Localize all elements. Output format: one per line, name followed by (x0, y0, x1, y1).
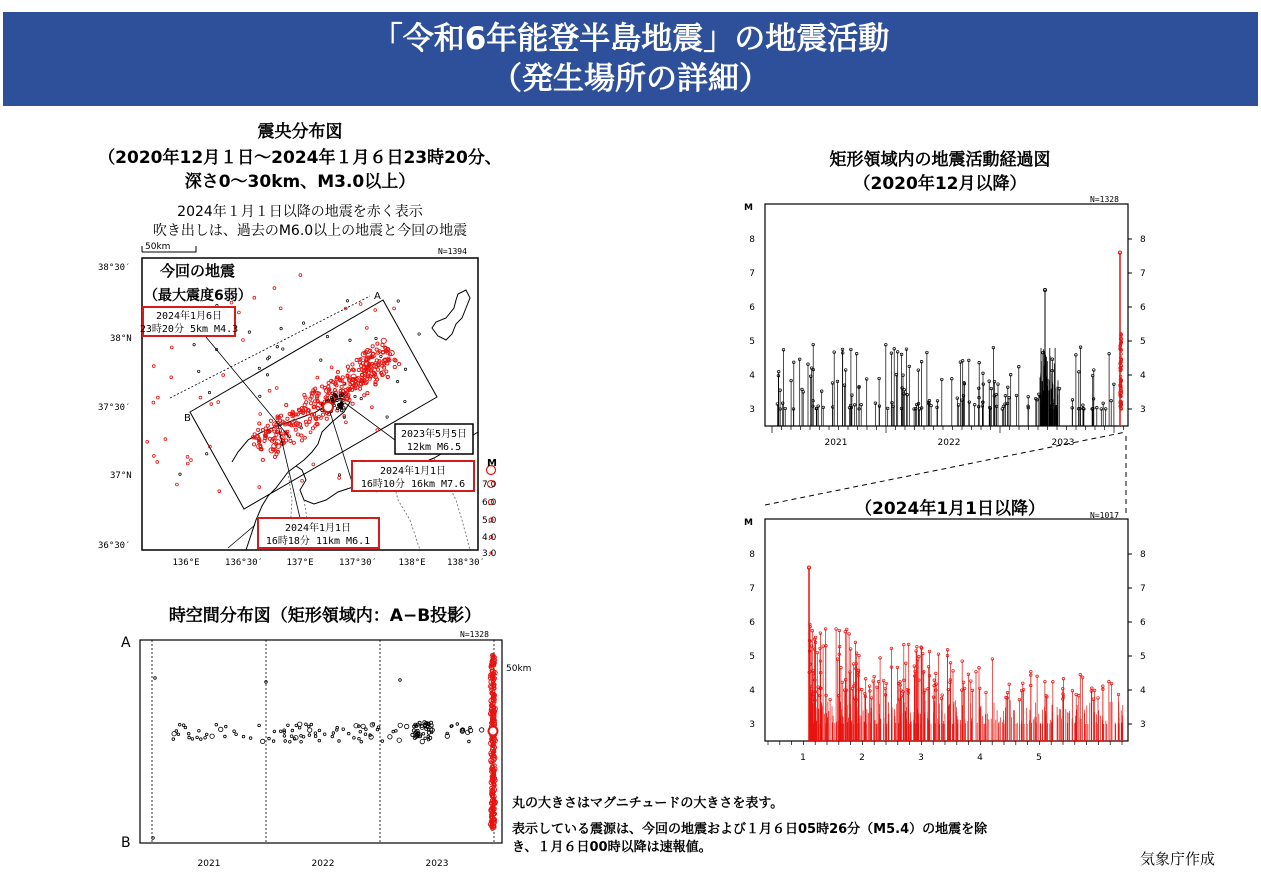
activity-subtitle: （2020年12月以降） (853, 174, 1027, 194)
spacetime-count-label: N=1328 (460, 630, 489, 639)
y-tick-label-left: 4 (749, 686, 755, 696)
callout-mainshock-l2: 16時10分 16km M7.6 (360, 479, 466, 490)
callout-m61-l1: 2024年1月1日 (284, 523, 352, 534)
y-tick-label-left: 5 (749, 337, 755, 347)
spacetime-a-label: A (121, 635, 131, 651)
activity2-chart (749, 519, 1146, 745)
lon-label-138: 138°E (398, 558, 426, 568)
mainshock-event (489, 727, 498, 736)
map-scale-label: 50km (145, 242, 171, 252)
y-tick-label-right: 4 (1140, 686, 1146, 696)
callout-mainshock-l1: 2024年1月1日 (379, 466, 447, 477)
y-tick-label-right: 3 (1140, 405, 1146, 415)
lat-label-3830: 38°30′ (98, 263, 131, 273)
legend-value-3: 3.0 (482, 549, 497, 559)
lon-label-13830: 138°30′ (447, 558, 485, 568)
callout-2023-l2: 12km M6.5 (406, 442, 462, 453)
y-tick-label-right: 8 (1140, 235, 1146, 245)
y-tick-label-right: 4 (1140, 371, 1146, 381)
y-tick-label-right: 6 (1140, 618, 1146, 628)
mainshock-epicenter (323, 402, 333, 412)
legend-value-5: 5.0 (482, 516, 497, 526)
y-tick-label-left: 3 (749, 720, 755, 730)
legend-title: M (487, 458, 497, 469)
spacetime-b-label: B (121, 835, 131, 851)
credit: 気象庁作成 (1140, 850, 1216, 868)
y-tick-label-right: 7 (1140, 584, 1146, 594)
y-tick-label-right: 7 (1140, 269, 1146, 279)
activity-x-2022: 2022 (937, 438, 961, 448)
legend-value-7: 7.0 (482, 480, 497, 490)
section-label-b: B (184, 413, 191, 424)
map-note-1: 2024年１月１日以降の地震を赤く表示 (177, 204, 423, 220)
callout-2023-l1: 2023年5月5日 (400, 429, 468, 440)
activity2-x-1: 1 (800, 753, 806, 763)
activity-axis-label: M (744, 203, 753, 213)
y-tick-label-left: 8 (749, 235, 755, 245)
callout-jan6-l2: 23時20分 5km M4.3 (139, 324, 239, 335)
activity2-x-4: 4 (977, 753, 983, 763)
page-subtitle: （発生場所の詳細） (491, 61, 770, 97)
activity2-x-2: 2 (859, 753, 865, 763)
spacetime-title: 時空間分布図（矩形領域内：A−B投影） (168, 606, 482, 626)
legend-value-4: 4.0 (482, 533, 497, 543)
callout-jan6-l1: 2024年1月6日 (155, 311, 223, 322)
note-line-2: 表示している震源は、今回の地震および１月６日05時26分（M5.4）の地震を除 (512, 822, 988, 837)
activity-title: 矩形領域内の地震活動経過図 (829, 150, 1051, 170)
spacetime-year-2022: 2022 (311, 859, 335, 869)
activity2-title: （2024年1月1日以降） (855, 499, 1045, 519)
y-tick-label-right: 5 (1140, 652, 1146, 662)
callout-m61-l2: 16時18分 11km M6.1 (265, 536, 371, 547)
activity2-count-label: N=1017 (1090, 511, 1119, 520)
note-line-3: き、１月６日00時以降は速報値。 (512, 840, 712, 855)
map-subtitle-1: （2020年12月１日～2024年１月６日23時20分、 (98, 148, 502, 168)
y-tick-label-left: 3 (749, 405, 755, 415)
activity-x-2023: 2023 (1051, 438, 1075, 448)
activity2-x-5: 5 (1036, 753, 1042, 763)
y-tick-label-left: 6 (749, 303, 755, 313)
lon-label-13730: 137°30′ (339, 558, 377, 568)
activity2-axis-label: M (744, 518, 753, 528)
y-tick-label-left: 8 (749, 550, 755, 560)
activity-chart (749, 204, 1146, 433)
note-line-1: 丸の大きさはマグニチュードの大きさを表す。 (512, 796, 784, 811)
lon-label-137: 137°E (286, 558, 314, 568)
y-tick-label-left: 6 (749, 618, 755, 628)
section-label-a: A (374, 291, 381, 302)
activity-count-label: N=1328 (1090, 195, 1119, 204)
y-tick-label-right: 6 (1140, 303, 1146, 313)
lon-label-136: 136°E (172, 558, 200, 568)
lat-label-38: 38°N (110, 334, 132, 344)
lat-label-3730: 37°30′ (98, 403, 131, 413)
y-tick-label-left: 7 (749, 584, 755, 594)
spacetime-frame (140, 640, 502, 843)
current-quake-intensity: （最大震度6弱） (144, 288, 252, 304)
lat-label-37: 37°N (110, 471, 132, 481)
lat-label-3630: 36°30′ (98, 541, 131, 551)
activity2-x-3: 3 (918, 753, 924, 763)
spacetime-year-2021: 2021 (197, 859, 221, 869)
y-tick-label-right: 8 (1140, 550, 1146, 560)
activity2-frame (765, 519, 1128, 741)
y-tick-label-right: 5 (1140, 337, 1146, 347)
y-tick-label-left: 7 (749, 269, 755, 279)
y-tick-label-right: 3 (1140, 720, 1146, 730)
map-count-label: N=1394 (438, 247, 467, 256)
activity-x-2021: 2021 (824, 438, 848, 448)
activity-frame (765, 204, 1128, 426)
y-tick-label-left: 4 (749, 371, 755, 381)
map-subtitle-2: 深さ0～30km、M3.0以上） (184, 172, 416, 192)
current-quake-label: 今回の地震 (160, 262, 236, 280)
lon-label-13630: 136°30′ (225, 558, 263, 568)
page-title: 「令和6年能登半島地震」の地震活動 (371, 21, 890, 57)
map-title: 震央分布図 (257, 122, 343, 142)
spacetime-scale-label: 50km (506, 664, 532, 674)
legend-value-6: 6.0 (482, 498, 497, 508)
spacetime-year-2023: 2023 (425, 859, 449, 869)
spacetime-chart (140, 640, 502, 843)
y-tick-label-left: 5 (749, 652, 755, 662)
map-note-2: 吹き出しは、過去のM6.0以上の地震と今回の地震 (152, 223, 468, 239)
